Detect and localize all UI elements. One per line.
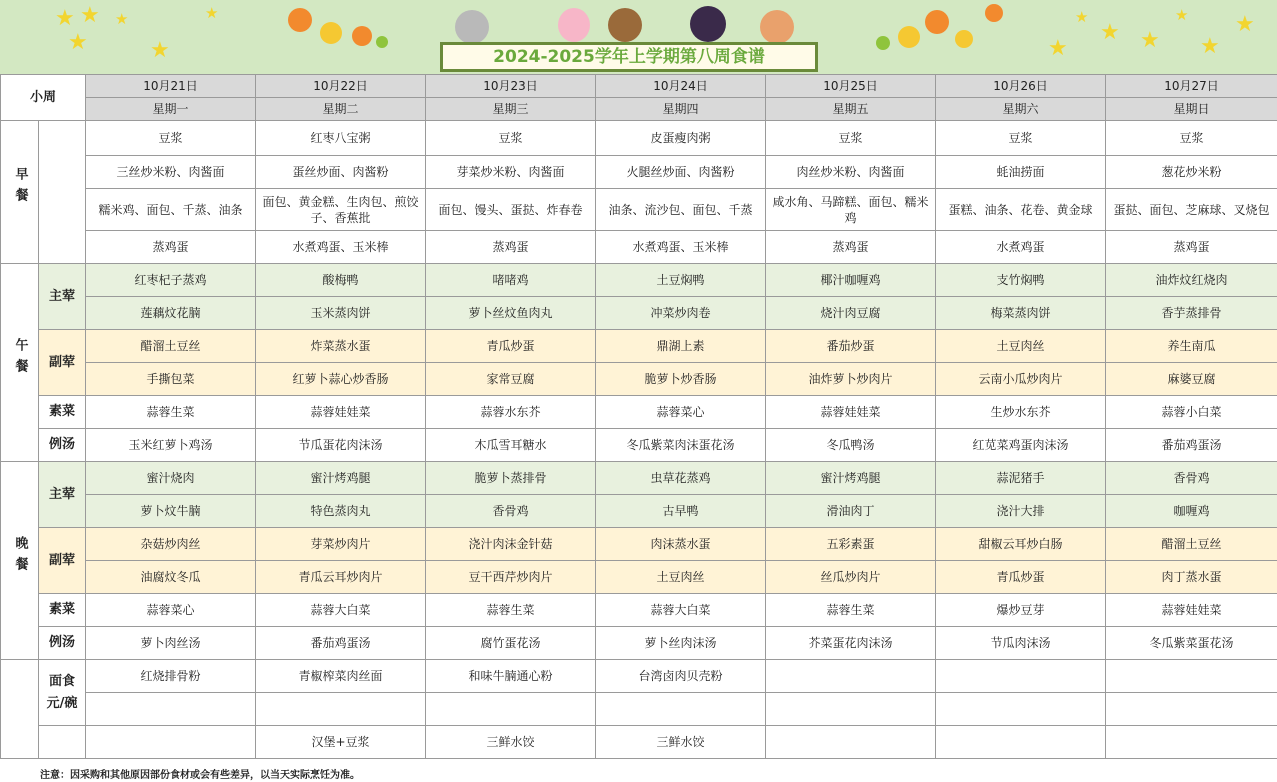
menu-cell: 三鲜水饺 xyxy=(426,726,596,759)
star-icon: ★ xyxy=(1200,34,1220,59)
star-icon: ★ xyxy=(80,3,100,28)
menu-cell: 浇汁大排 xyxy=(936,495,1106,528)
menu-cell: 玉米红萝卜鸡汤 xyxy=(86,429,256,462)
menu-cell: 土豆肉丝 xyxy=(596,561,766,594)
princess-kid-icon xyxy=(558,8,590,42)
menu-cell: 蒜蓉小白菜 xyxy=(1106,396,1277,429)
orange-slice-icon xyxy=(985,4,1003,22)
menu-cell: 蒸鸡蛋 xyxy=(766,231,936,264)
category-veg: 素菜 xyxy=(39,396,86,429)
menu-cell: 土豆肉丝 xyxy=(936,330,1106,363)
menu-cell: 和味牛腩通心粉 xyxy=(426,660,596,693)
knight-kid-icon xyxy=(455,10,489,44)
menu-cell: 蒜蓉菜心 xyxy=(596,396,766,429)
date-cell: 10月24日 xyxy=(596,75,766,98)
orange-slice-icon xyxy=(288,8,312,32)
menu-cell: 生炒水东芥 xyxy=(936,396,1106,429)
weekday-cell: 星期一 xyxy=(86,98,256,121)
menu-cell: 番茄鸡蛋汤 xyxy=(1106,429,1277,462)
lemon-slice-icon xyxy=(898,26,920,48)
menu-cell xyxy=(766,726,936,759)
week-label: 小周 xyxy=(1,75,86,121)
menu-cell: 香骨鸡 xyxy=(1106,462,1277,495)
menu-cell: 蒜蓉生菜 xyxy=(766,594,936,627)
menu-cell: 蛋挞、面包、芝麻球、叉烧包 xyxy=(1106,189,1277,231)
menu-cell: 蚝油捞面 xyxy=(936,156,1106,189)
weekday-cell: 星期五 xyxy=(766,98,936,121)
menu-cell: 梅菜蒸肉饼 xyxy=(936,297,1106,330)
menu-cell: 脆萝卜蒸排骨 xyxy=(426,462,596,495)
weekday-cell: 星期六 xyxy=(936,98,1106,121)
noodle-meal-cell xyxy=(1,660,39,759)
meal-label-dinner: 晚餐 xyxy=(1,462,39,660)
menu-cell: 红萝卜蒜心炒香肠 xyxy=(256,363,426,396)
menu-cell: 青瓜云耳炒肉片 xyxy=(256,561,426,594)
menu-cell: 酸梅鸭 xyxy=(256,264,426,297)
menu-cell: 土豆焖鸭 xyxy=(596,264,766,297)
menu-cell: 冲菜炒肉卷 xyxy=(596,297,766,330)
menu-cell: 青瓜炒蛋 xyxy=(426,330,596,363)
star-icon: ★ xyxy=(55,6,75,31)
menu-cell: 养生南瓜 xyxy=(1106,330,1277,363)
menu-cell xyxy=(936,726,1106,759)
menu-cell: 冬瓜紫菜蛋花汤 xyxy=(1106,627,1277,660)
weekday-cell: 星期二 xyxy=(256,98,426,121)
star-icon: ★ xyxy=(1140,28,1160,53)
menu-cell: 油条、流沙包、面包、千蒸 xyxy=(596,189,766,231)
menu-cell: 莲藕炆花腩 xyxy=(86,297,256,330)
menu-cell: 豆浆 xyxy=(426,121,596,156)
category-side: 副荤 xyxy=(39,330,86,396)
noodle-label: 面食 元/碗 xyxy=(39,660,86,726)
star-icon: ★ xyxy=(1100,20,1120,45)
category-main: 主荤 xyxy=(39,264,86,330)
menu-cell: 椰汁咖喱鸡 xyxy=(766,264,936,297)
menu-cell xyxy=(1106,660,1277,693)
menu-cell: 蒸鸡蛋 xyxy=(1106,231,1277,264)
menu-cell: 豆浆 xyxy=(766,121,936,156)
menu-cell: 爆炒豆芽 xyxy=(936,594,1106,627)
menu-cell: 五彩素蛋 xyxy=(766,528,936,561)
menu-cell: 特色蒸肉丸 xyxy=(256,495,426,528)
menu-cell: 蛋丝炒面、肉酱粉 xyxy=(256,156,426,189)
menu-cell: 烧汁肉豆腐 xyxy=(766,297,936,330)
menu-cell: 台湾卤肉贝壳粉 xyxy=(596,660,766,693)
menu-cell: 油炸萝卜炒肉片 xyxy=(766,363,936,396)
menu-cell: 番茄炒蛋 xyxy=(766,330,936,363)
star-icon: ★ xyxy=(1075,8,1089,26)
menu-cell xyxy=(766,693,936,726)
category-soup: 例汤 xyxy=(39,627,86,660)
witch-kid-icon xyxy=(690,6,726,42)
menu-cell: 蒜蓉娃娃菜 xyxy=(766,396,936,429)
menu-cell: 红枣杞子蒸鸡 xyxy=(86,264,256,297)
star-icon: ★ xyxy=(68,30,88,55)
menu-cell: 豆浆 xyxy=(86,121,256,156)
date-cell: 10月21日 xyxy=(86,75,256,98)
menu-cell: 木瓜雪耳糖水 xyxy=(426,429,596,462)
meal-label-lunch: 午餐 xyxy=(1,264,39,462)
menu-cell: 杂菇炒肉丝 xyxy=(86,528,256,561)
menu-cell: 醋溜土豆丝 xyxy=(86,330,256,363)
menu-cell: 萝卜丝炆鱼肉丸 xyxy=(426,297,596,330)
menu-table xyxy=(0,74,1277,759)
menu-cell: 咖喱鸡 xyxy=(1106,495,1277,528)
menu-cell: 肉丁蒸水蛋 xyxy=(1106,561,1277,594)
header-banner xyxy=(0,0,1277,75)
menu-cell: 蒜蓉娃娃菜 xyxy=(256,396,426,429)
menu-cell: 蒸鸡蛋 xyxy=(86,231,256,264)
menu-cell: 蒜蓉大白菜 xyxy=(256,594,426,627)
star-icon: ★ xyxy=(1235,12,1255,37)
menu-cell xyxy=(936,693,1106,726)
menu-cell: 皮蛋瘦肉粥 xyxy=(596,121,766,156)
menu-cell: 豆浆 xyxy=(1106,121,1277,156)
menu-cell: 手撕包菜 xyxy=(86,363,256,396)
menu-cell: 香芋蒸排骨 xyxy=(1106,297,1277,330)
date-cell: 10月23日 xyxy=(426,75,596,98)
date-cell: 10月26日 xyxy=(936,75,1106,98)
menu-cell: 豆干西芹炒肉片 xyxy=(426,561,596,594)
menu-cell: 浇汁肉沫金针菇 xyxy=(426,528,596,561)
menu-cell: 蜜汁烤鸡腿 xyxy=(256,462,426,495)
orange-slice-icon xyxy=(925,10,949,34)
menu-cell: 水煮鸡蛋 xyxy=(936,231,1106,264)
star-icon: ★ xyxy=(150,38,170,63)
menu-cell: 蒸鸡蛋 xyxy=(426,231,596,264)
menu-cell: 蒜蓉菜心 xyxy=(86,594,256,627)
menu-cell: 油腐炆冬瓜 xyxy=(86,561,256,594)
weekday-cell: 星期四 xyxy=(596,98,766,121)
menu-cell: 肉沫蒸水蛋 xyxy=(596,528,766,561)
menu-cell: 芽菜炒肉片 xyxy=(256,528,426,561)
date-cell: 10月27日 xyxy=(1106,75,1277,98)
menu-cell: 水煮鸡蛋、玉米棒 xyxy=(596,231,766,264)
star-icon: ★ xyxy=(1048,36,1068,61)
star-icon: ★ xyxy=(205,4,219,22)
menu-cell: 丝瓜炒肉片 xyxy=(766,561,936,594)
noodle-extra-label xyxy=(39,726,86,759)
menu-cell xyxy=(1106,693,1277,726)
menu-cell: 云南小瓜炒肉片 xyxy=(936,363,1106,396)
menu-cell: 三鲜水饺 xyxy=(596,726,766,759)
menu-cell: 面包、黄金糕、生肉包、煎饺子、香蕉批 xyxy=(256,189,426,231)
menu-cell: 啫啫鸡 xyxy=(426,264,596,297)
explorer-kid-icon xyxy=(608,8,642,42)
menu-cell: 鼎湖上素 xyxy=(596,330,766,363)
menu-cell: 滑油肉丁 xyxy=(766,495,936,528)
date-cell: 10月22日 xyxy=(256,75,426,98)
menu-cell: 青瓜炒蛋 xyxy=(936,561,1106,594)
menu-cell xyxy=(766,660,936,693)
menu-cell: 水煮鸡蛋、玉米棒 xyxy=(256,231,426,264)
menu-cell: 萝卜炆牛腩 xyxy=(86,495,256,528)
menu-cell: 醋溜土豆丝 xyxy=(1106,528,1277,561)
menu-cell: 蛋糕、油条、花卷、黄金球 xyxy=(936,189,1106,231)
menu-cell xyxy=(596,693,766,726)
lemon-slice-icon xyxy=(320,22,342,44)
menu-cell: 油炸炆红烧肉 xyxy=(1106,264,1277,297)
menu-cell: 蒜蓉娃娃菜 xyxy=(1106,594,1277,627)
footer-note: 注意：因采购和其他原因部份食材或会有些差异，以当天实际烹饪为准。 xyxy=(40,770,360,781)
star-icon: ★ xyxy=(1175,6,1189,24)
menu-cell: 家常豆腐 xyxy=(426,363,596,396)
menu-cell: 麻婆豆腐 xyxy=(1106,363,1277,396)
menu-cell: 豆浆 xyxy=(936,121,1106,156)
category-veg: 素菜 xyxy=(39,594,86,627)
menu-cell: 蒜蓉生菜 xyxy=(426,594,596,627)
menu-cell: 咸水角、马蹄糕、面包、糯米鸡 xyxy=(766,189,936,231)
breakfast-category xyxy=(39,121,86,264)
menu-cell: 蒜泥猪手 xyxy=(936,462,1106,495)
menu-cell: 番茄鸡蛋汤 xyxy=(256,627,426,660)
menu-cell: 糯米鸡、面包、千蒸、油条 xyxy=(86,189,256,231)
menu-cell: 蒜蓉生菜 xyxy=(86,396,256,429)
menu-cell: 脆萝卜炒香肠 xyxy=(596,363,766,396)
lemon-slice-icon xyxy=(955,30,973,48)
menu-cell: 香骨鸡 xyxy=(426,495,596,528)
menu-cell: 肉丝炒米粉、肉酱面 xyxy=(766,156,936,189)
menu-cell xyxy=(256,693,426,726)
menu-cell xyxy=(1106,726,1277,759)
glasses-kid-icon xyxy=(760,10,794,44)
menu-cell: 腐竹蛋花汤 xyxy=(426,627,596,660)
weekday-cell: 星期日 xyxy=(1106,98,1277,121)
menu-cell: 火腿丝炒面、肉酱粉 xyxy=(596,156,766,189)
menu-cell xyxy=(86,726,256,759)
menu-cell: 节瓜蛋花肉沫汤 xyxy=(256,429,426,462)
menu-cell: 三丝炒米粉、肉酱面 xyxy=(86,156,256,189)
menu-cell: 萝卜肉丝汤 xyxy=(86,627,256,660)
menu-cell: 玉米蒸肉饼 xyxy=(256,297,426,330)
menu-cell: 冬瓜紫菜肉沫蛋花汤 xyxy=(596,429,766,462)
menu-cell: 青椒榨菜肉丝面 xyxy=(256,660,426,693)
menu-cell: 古早鸭 xyxy=(596,495,766,528)
menu-cell: 红枣八宝粥 xyxy=(256,121,426,156)
weekday-cell: 星期三 xyxy=(426,98,596,121)
menu-cell xyxy=(426,693,596,726)
menu-cell: 蜜汁烧肉 xyxy=(86,462,256,495)
menu-cell: 红烧排骨粉 xyxy=(86,660,256,693)
meal-label-breakfast: 早餐 xyxy=(1,121,39,264)
menu-cell: 汉堡+豆浆 xyxy=(256,726,426,759)
page-title: 2024-2025学年上学期第八周食谱 xyxy=(440,42,818,72)
menu-cell xyxy=(86,693,256,726)
menu-cell: 甜椒云耳炒白肠 xyxy=(936,528,1106,561)
menu-cell: 蒜蓉大白菜 xyxy=(596,594,766,627)
menu-cell xyxy=(936,660,1106,693)
star-icon: ★ xyxy=(115,10,129,28)
category-soup: 例汤 xyxy=(39,429,86,462)
lime-slice-icon xyxy=(376,36,388,48)
menu-cell: 节瓜肉沫汤 xyxy=(936,627,1106,660)
menu-cell: 葱花炒米粉 xyxy=(1106,156,1277,189)
menu-cell: 冬瓜鸭汤 xyxy=(766,429,936,462)
menu-cell: 炸菜蒸水蛋 xyxy=(256,330,426,363)
menu-cell: 芥菜蛋花肉沫汤 xyxy=(766,627,936,660)
menu-cell: 支竹焖鸭 xyxy=(936,264,1106,297)
orange-slice-icon xyxy=(352,26,372,46)
date-cell: 10月25日 xyxy=(766,75,936,98)
category-side: 副荤 xyxy=(39,528,86,594)
menu-cell: 萝卜丝肉沫汤 xyxy=(596,627,766,660)
menu-cell: 虫草花蒸鸡 xyxy=(596,462,766,495)
menu-cell: 蒜蓉水东芥 xyxy=(426,396,596,429)
lime-slice-icon xyxy=(876,36,890,50)
menu-cell: 面包、馒头、蛋挞、炸春卷 xyxy=(426,189,596,231)
category-main: 主荤 xyxy=(39,462,86,528)
menu-cell: 蜜汁烤鸡腿 xyxy=(766,462,936,495)
menu-cell: 芽菜炒米粉、肉酱面 xyxy=(426,156,596,189)
menu-cell: 红苋菜鸡蛋肉沫汤 xyxy=(936,429,1106,462)
